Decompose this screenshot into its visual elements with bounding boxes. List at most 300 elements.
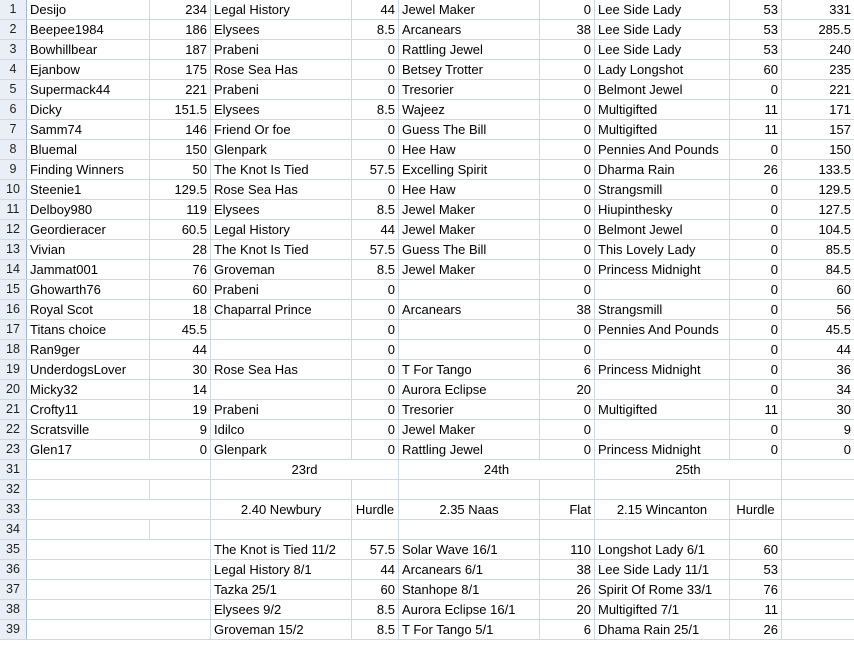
cell[interactable]: Bluemal <box>27 140 150 159</box>
cell[interactable]: Stanhope 8/1 <box>399 580 540 599</box>
cell[interactable]: 44 <box>836 342 851 357</box>
cell[interactable]: 60 <box>730 60 782 79</box>
cell[interactable]: 0 <box>352 280 399 299</box>
cell[interactable] <box>27 540 211 559</box>
race-label[interactable]: 2.15 Wincanton <box>595 500 730 519</box>
cell[interactable]: Prabeni <box>211 40 352 59</box>
cell[interactable]: 150 <box>150 140 211 159</box>
row-header[interactable]: 5 <box>0 80 27 99</box>
cell[interactable]: Elysees <box>211 200 352 219</box>
cell[interactable]: 146 <box>150 120 211 139</box>
row-header[interactable]: 31 <box>0 460 27 479</box>
cell[interactable]: Multigifted <box>595 120 730 139</box>
cell[interactable] <box>782 540 854 559</box>
row-header[interactable]: 17 <box>0 320 27 339</box>
cell[interactable]: Jewel Maker <box>399 420 540 439</box>
cell[interactable]: 0 <box>540 400 595 419</box>
cell[interactable]: Strangsmill <box>595 180 730 199</box>
cell[interactable] <box>211 520 352 539</box>
cell[interactable] <box>782 560 854 579</box>
cell[interactable]: Aurora Eclipse 16/1 <box>399 600 540 619</box>
cell[interactable]: 9 <box>150 420 211 439</box>
cell[interactable]: 26 <box>730 160 782 179</box>
cell[interactable]: 11 <box>730 100 782 119</box>
cell[interactable]: Legal History <box>211 220 352 239</box>
cell[interactable]: Glen17 <box>27 440 150 459</box>
cell[interactable]: Lee Side Lady <box>595 20 730 39</box>
cell[interactable]: Geordieracer <box>27 220 150 239</box>
cell[interactable]: 0 <box>730 260 782 279</box>
cell[interactable]: The Knot is Tied 11/2 <box>211 540 352 559</box>
cell[interactable]: 0 <box>352 400 399 419</box>
cell[interactable]: 0 <box>730 380 782 399</box>
cell[interactable]: 0 <box>730 240 782 259</box>
cell[interactable]: Princess Midnight <box>595 260 730 279</box>
cell[interactable]: 60.5 <box>150 220 211 239</box>
cell[interactable]: 0 <box>730 200 782 219</box>
cell[interactable]: Elysees <box>211 100 352 119</box>
cell[interactable]: Ran9ger <box>27 340 150 359</box>
cell[interactable] <box>595 280 730 299</box>
cell[interactable]: 235 <box>829 62 851 77</box>
race-type[interactable]: Hurdle <box>730 500 782 519</box>
cell[interactable]: 221 <box>150 80 211 99</box>
cell[interactable]: 85.5 <box>825 242 851 257</box>
cell[interactable] <box>399 340 540 359</box>
cell[interactable]: Spirit Of Rome 33/1 <box>595 580 730 599</box>
cell[interactable]: 0 <box>352 440 399 459</box>
cell[interactable]: Scratsville <box>27 420 150 439</box>
cell[interactable]: Titans choice <box>27 320 150 339</box>
cell[interactable]: 0 <box>352 320 399 339</box>
cell[interactable]: 20 <box>540 600 595 619</box>
day-label[interactable]: 23rd <box>211 460 399 479</box>
cell[interactable]: Elysees <box>211 20 352 39</box>
row-header[interactable]: 6 <box>0 100 27 119</box>
cell[interactable]: Rose Sea Has <box>211 60 352 79</box>
cell[interactable]: Beepee1984 <box>27 20 150 39</box>
cell[interactable]: 0 <box>352 60 399 79</box>
cell[interactable]: Multigifted 7/1 <box>595 600 730 619</box>
cell[interactable] <box>352 520 399 539</box>
cell[interactable]: 36 <box>836 362 851 377</box>
cell[interactable]: 11 <box>730 400 782 419</box>
cell[interactable]: Lee Side Lady <box>595 0 730 19</box>
cell[interactable]: 0 <box>540 240 595 259</box>
cell[interactable]: 57.5 <box>352 240 399 259</box>
cell[interactable]: 34 <box>836 382 851 397</box>
cell[interactable]: Guess The Bill <box>399 240 540 259</box>
cell[interactable]: 110 <box>540 540 595 559</box>
row-header[interactable]: 14 <box>0 260 27 279</box>
cell[interactable]: Princess Midnight <box>595 440 730 459</box>
cell[interactable]: 44 <box>150 340 211 359</box>
cell[interactable] <box>27 480 150 499</box>
cell[interactable]: 11 <box>730 600 782 619</box>
cell[interactable] <box>595 420 730 439</box>
cell[interactable]: 0 <box>352 180 399 199</box>
cell[interactable]: 0 <box>730 360 782 379</box>
cell[interactable]: Legal History 8/1 <box>211 560 352 579</box>
day-label[interactable]: 25th <box>595 460 782 479</box>
cell[interactable]: Arcanears <box>399 300 540 319</box>
cell[interactable]: Supermack44 <box>27 80 150 99</box>
cell[interactable]: Arcanears 6/1 <box>399 560 540 579</box>
cell[interactable]: 285.5 <box>818 22 851 37</box>
cell[interactable]: 0 <box>540 420 595 439</box>
cell[interactable]: 0 <box>540 120 595 139</box>
cell[interactable]: Rose Sea Has <box>211 360 352 379</box>
cell[interactable]: Rattling Jewel <box>399 440 540 459</box>
cell[interactable]: 0 <box>540 160 595 179</box>
cell[interactable]: The Knot Is Tied <box>211 240 352 259</box>
cell[interactable]: 11 <box>730 120 782 139</box>
cell[interactable]: Lady Longshot <box>595 60 730 79</box>
cell[interactable]: Ejanbow <box>27 60 150 79</box>
cell[interactable]: Belmont Jewel <box>595 80 730 99</box>
cell[interactable] <box>150 520 211 539</box>
cell[interactable]: 0 <box>352 360 399 379</box>
cell[interactable]: 0 <box>352 420 399 439</box>
cell[interactable]: Pennies And Pounds <box>595 320 730 339</box>
cell[interactable]: 38 <box>540 560 595 579</box>
cell[interactable]: Friend Or foe <box>211 120 352 139</box>
cell[interactable]: 0 <box>540 180 595 199</box>
cell[interactable]: Glenpark <box>211 140 352 159</box>
cell[interactable]: Prabeni <box>211 280 352 299</box>
cell[interactable]: Belmont Jewel <box>595 220 730 239</box>
cell[interactable]: This Lovely Lady <box>595 240 730 259</box>
cell[interactable]: Vivian <box>27 240 150 259</box>
cell[interactable] <box>27 560 211 579</box>
cell[interactable] <box>782 620 854 639</box>
cell[interactable] <box>27 520 150 539</box>
cell[interactable]: 0 <box>540 200 595 219</box>
cell[interactable] <box>27 500 211 519</box>
row-header[interactable]: 12 <box>0 220 27 239</box>
cell[interactable]: 0 <box>540 100 595 119</box>
cell[interactable]: 45.5 <box>150 320 211 339</box>
cell[interactable] <box>782 520 854 539</box>
cell[interactable]: Groveman 15/2 <box>211 620 352 639</box>
row-header[interactable]: 35 <box>0 540 27 559</box>
cell[interactable]: 0 <box>730 340 782 359</box>
cell[interactable]: 60 <box>352 580 399 599</box>
cell[interactable] <box>730 480 782 499</box>
cell[interactable] <box>782 600 854 619</box>
row-header[interactable]: 8 <box>0 140 27 159</box>
row-header[interactable]: 20 <box>0 380 27 399</box>
cell[interactable]: 186 <box>150 20 211 39</box>
cell[interactable]: 26 <box>540 580 595 599</box>
cell[interactable]: 26 <box>730 620 782 639</box>
cell[interactable] <box>211 480 352 499</box>
cell[interactable]: 0 <box>730 80 782 99</box>
cell[interactable]: 104.5 <box>818 222 851 237</box>
race-label[interactable]: 2.35 Naas <box>399 500 540 519</box>
cell[interactable]: 175 <box>150 60 211 79</box>
cell[interactable]: 221 <box>829 82 851 97</box>
race-type[interactable]: Flat <box>540 500 595 519</box>
cell[interactable]: 30 <box>150 360 211 379</box>
cell[interactable] <box>211 320 352 339</box>
cell[interactable]: 0 <box>730 320 782 339</box>
cell[interactable]: 0 <box>540 220 595 239</box>
cell[interactable]: 8.5 <box>352 100 399 119</box>
cell[interactable]: 19 <box>150 400 211 419</box>
row-header[interactable]: 33 <box>0 500 27 519</box>
cell[interactable]: Prabeni <box>211 80 352 99</box>
cell[interactable]: Pennies And Pounds <box>595 140 730 159</box>
cell[interactable]: 133.5 <box>818 162 851 177</box>
cell[interactable]: 0 <box>352 120 399 139</box>
cell[interactable]: 0 <box>540 340 595 359</box>
row-header[interactable]: 18 <box>0 340 27 359</box>
cell[interactable]: 50 <box>150 160 211 179</box>
row-header[interactable]: 34 <box>0 520 27 539</box>
cell[interactable]: 44 <box>352 220 399 239</box>
cell[interactable] <box>27 460 211 479</box>
cell[interactable]: Ghowarth76 <box>27 280 150 299</box>
cell[interactable]: 9 <box>843 422 851 437</box>
row-header[interactable]: 13 <box>0 240 27 259</box>
cell[interactable] <box>399 320 540 339</box>
cell[interactable]: Jewel Maker <box>399 0 540 19</box>
cell[interactable] <box>399 480 540 499</box>
cell[interactable]: Crofty11 <box>27 400 150 419</box>
cell[interactable]: 38 <box>540 20 595 39</box>
row-header[interactable]: 37 <box>0 580 27 599</box>
cell[interactable]: Rose Sea Has <box>211 180 352 199</box>
cell[interactable]: 0 <box>150 440 211 459</box>
cell[interactable] <box>595 340 730 359</box>
cell[interactable]: 0 <box>352 340 399 359</box>
cell[interactable]: 171 <box>829 102 851 117</box>
cell[interactable]: 0 <box>352 40 399 59</box>
cell[interactable]: 6 <box>540 620 595 639</box>
cell[interactable]: 0 <box>540 80 595 99</box>
cell[interactable]: Legal History <box>211 0 352 19</box>
cell[interactable]: Groveman <box>211 260 352 279</box>
cell[interactable]: Jewel Maker <box>399 260 540 279</box>
cell[interactable]: 30 <box>836 402 851 417</box>
cell[interactable]: Chaparral Prince <box>211 300 352 319</box>
cell[interactable]: 38 <box>540 300 595 319</box>
row-header[interactable]: 15 <box>0 280 27 299</box>
cell[interactable] <box>782 580 854 599</box>
row-header[interactable]: 16 <box>0 300 27 319</box>
cell[interactable] <box>27 600 211 619</box>
cell[interactable]: 0 <box>352 140 399 159</box>
cell[interactable]: 0 <box>730 220 782 239</box>
cell[interactable] <box>730 520 782 539</box>
cell[interactable]: 53 <box>730 40 782 59</box>
cell[interactable]: 53 <box>730 560 782 579</box>
cell[interactable]: Strangsmill <box>595 300 730 319</box>
cell[interactable]: Excelling Spirit <box>399 160 540 179</box>
cell[interactable]: 0 <box>352 80 399 99</box>
cell[interactable]: Samm74 <box>27 120 150 139</box>
cell[interactable]: 129.5 <box>818 182 851 197</box>
cell[interactable]: 0 <box>540 0 595 19</box>
cell[interactable]: Longshot Lady 6/1 <box>595 540 730 559</box>
row-header[interactable]: 23 <box>0 440 27 459</box>
cell[interactable]: Elysees 9/2 <box>211 600 352 619</box>
cell[interactable]: 0 <box>843 442 851 457</box>
cell[interactable]: 0 <box>730 140 782 159</box>
cell[interactable]: Dharma Rain <box>595 160 730 179</box>
cell[interactable]: 0 <box>730 420 782 439</box>
cell[interactable]: 0 <box>730 280 782 299</box>
cell[interactable]: 0 <box>540 40 595 59</box>
cell[interactable]: UnderdogsLover <box>27 360 150 379</box>
cell[interactable]: 8.5 <box>352 20 399 39</box>
row-header[interactable]: 36 <box>0 560 27 579</box>
row-header[interactable]: 4 <box>0 60 27 79</box>
cell[interactable]: 45.5 <box>825 322 851 337</box>
cell[interactable]: The Knot Is Tied <box>211 160 352 179</box>
cell[interactable]: 60 <box>836 282 851 297</box>
cell[interactable]: Jammat001 <box>27 260 150 279</box>
cell[interactable] <box>399 280 540 299</box>
cell[interactable] <box>150 480 211 499</box>
cell[interactable] <box>782 500 854 519</box>
day-label[interactable]: 24th <box>399 460 595 479</box>
cell[interactable]: 57.5 <box>352 160 399 179</box>
cell[interactable]: 157 <box>829 122 851 137</box>
cell[interactable] <box>782 460 854 479</box>
cell[interactable] <box>27 620 211 639</box>
cell[interactable]: 240 <box>829 42 851 57</box>
cell[interactable]: 8.5 <box>352 260 399 279</box>
cell[interactable]: 76 <box>730 580 782 599</box>
cell[interactable]: Princess Midnight <box>595 360 730 379</box>
cell[interactable]: 56 <box>836 302 851 317</box>
cell[interactable]: Solar Wave 16/1 <box>399 540 540 559</box>
cell[interactable]: 0 <box>540 280 595 299</box>
cell[interactable]: Dicky <box>27 100 150 119</box>
cell[interactable] <box>595 520 730 539</box>
cell[interactable]: 53 <box>730 0 782 19</box>
cell[interactable]: 44 <box>352 560 399 579</box>
cell[interactable]: 0 <box>730 180 782 199</box>
cell[interactable]: Dhama Rain 25/1 <box>595 620 730 639</box>
cell[interactable]: 14 <box>150 380 211 399</box>
cell[interactable]: 20 <box>540 380 595 399</box>
cell[interactable]: Glenpark <box>211 440 352 459</box>
cell[interactable]: 8.5 <box>352 200 399 219</box>
cell[interactable]: 0 <box>352 380 399 399</box>
cell[interactable]: 0 <box>730 440 782 459</box>
cell[interactable]: 60 <box>730 540 782 559</box>
cell[interactable]: Aurora Eclipse <box>399 380 540 399</box>
cell[interactable]: 0 <box>540 440 595 459</box>
cell[interactable]: 6 <box>540 360 595 379</box>
cell[interactable] <box>211 380 352 399</box>
cell[interactable]: Arcanears <box>399 20 540 39</box>
cell[interactable]: Tresorier <box>399 400 540 419</box>
cell[interactable]: 151.5 <box>150 100 211 119</box>
cell[interactable]: 150 <box>829 142 851 157</box>
cell[interactable]: Micky32 <box>27 380 150 399</box>
row-header[interactable]: 19 <box>0 360 27 379</box>
cell[interactable]: Tresorier <box>399 80 540 99</box>
cell[interactable] <box>595 480 730 499</box>
cell[interactable]: 18 <box>150 300 211 319</box>
cell[interactable]: Steenie1 <box>27 180 150 199</box>
cell[interactable]: Delboy980 <box>27 200 150 219</box>
cell[interactable]: Guess The Bill <box>399 120 540 139</box>
cell[interactable]: Finding Winners <box>27 160 150 179</box>
cell[interactable]: 8.5 <box>352 620 399 639</box>
row-header[interactable]: 11 <box>0 200 27 219</box>
cell[interactable] <box>595 380 730 399</box>
cell[interactable]: 8.5 <box>352 600 399 619</box>
row-header[interactable]: 38 <box>0 600 27 619</box>
cell[interactable]: 187 <box>150 40 211 59</box>
row-header[interactable]: 3 <box>0 40 27 59</box>
cell[interactable]: Multigifted <box>595 100 730 119</box>
cell[interactable] <box>211 340 352 359</box>
cell[interactable]: 129.5 <box>150 180 211 199</box>
cell[interactable]: 0 <box>540 260 595 279</box>
row-header[interactable]: 2 <box>0 20 27 39</box>
cell[interactable]: Hiupinthesky <box>595 200 730 219</box>
cell[interactable]: 0 <box>540 60 595 79</box>
cell[interactable]: Bowhillbear <box>27 40 150 59</box>
cell[interactable] <box>540 480 595 499</box>
cell[interactable]: 0 <box>540 140 595 159</box>
cell[interactable] <box>540 520 595 539</box>
cell[interactable]: 57.5 <box>352 540 399 559</box>
cell[interactable]: Rattling Jewel <box>399 40 540 59</box>
cell[interactable]: Tazka 25/1 <box>211 580 352 599</box>
cell[interactable]: Wajeez <box>399 100 540 119</box>
cell[interactable]: 0 <box>730 300 782 319</box>
cell[interactable]: 60 <box>150 280 211 299</box>
row-header[interactable]: 9 <box>0 160 27 179</box>
cell[interactable]: T For Tango <box>399 360 540 379</box>
cell[interactable]: 53 <box>730 20 782 39</box>
cell[interactable]: Desijo <box>27 0 150 19</box>
row-header[interactable]: 1 <box>0 0 27 19</box>
cell[interactable]: 44 <box>352 0 399 19</box>
cell[interactable]: 127.5 <box>818 202 851 217</box>
row-header[interactable]: 10 <box>0 180 27 199</box>
cell[interactable]: Prabeni <box>211 400 352 419</box>
cell[interactable]: Hee Haw <box>399 180 540 199</box>
cell[interactable]: Royal Scot <box>27 300 150 319</box>
cell[interactable]: Lee Side Lady 11/1 <box>595 560 730 579</box>
row-header[interactable]: 22 <box>0 420 27 439</box>
cell[interactable]: 0 <box>540 320 595 339</box>
cell[interactable]: Multigifted <box>595 400 730 419</box>
cell[interactable]: 331 <box>829 2 851 17</box>
cell[interactable]: 0 <box>352 300 399 319</box>
cell[interactable]: Jewel Maker <box>399 200 540 219</box>
cell[interactable]: 119 <box>150 200 211 219</box>
cell[interactable]: 28 <box>150 240 211 259</box>
cell[interactable]: 84.5 <box>825 262 851 277</box>
cell[interactable]: Idilco <box>211 420 352 439</box>
cell[interactable] <box>399 520 540 539</box>
cell[interactable] <box>352 480 399 499</box>
cell[interactable]: Betsey Trotter <box>399 60 540 79</box>
cell[interactable]: Hee Haw <box>399 140 540 159</box>
row-header[interactable]: 39 <box>0 620 27 639</box>
cell[interactable]: 76 <box>150 260 211 279</box>
race-type[interactable]: Hurdle <box>352 500 399 519</box>
